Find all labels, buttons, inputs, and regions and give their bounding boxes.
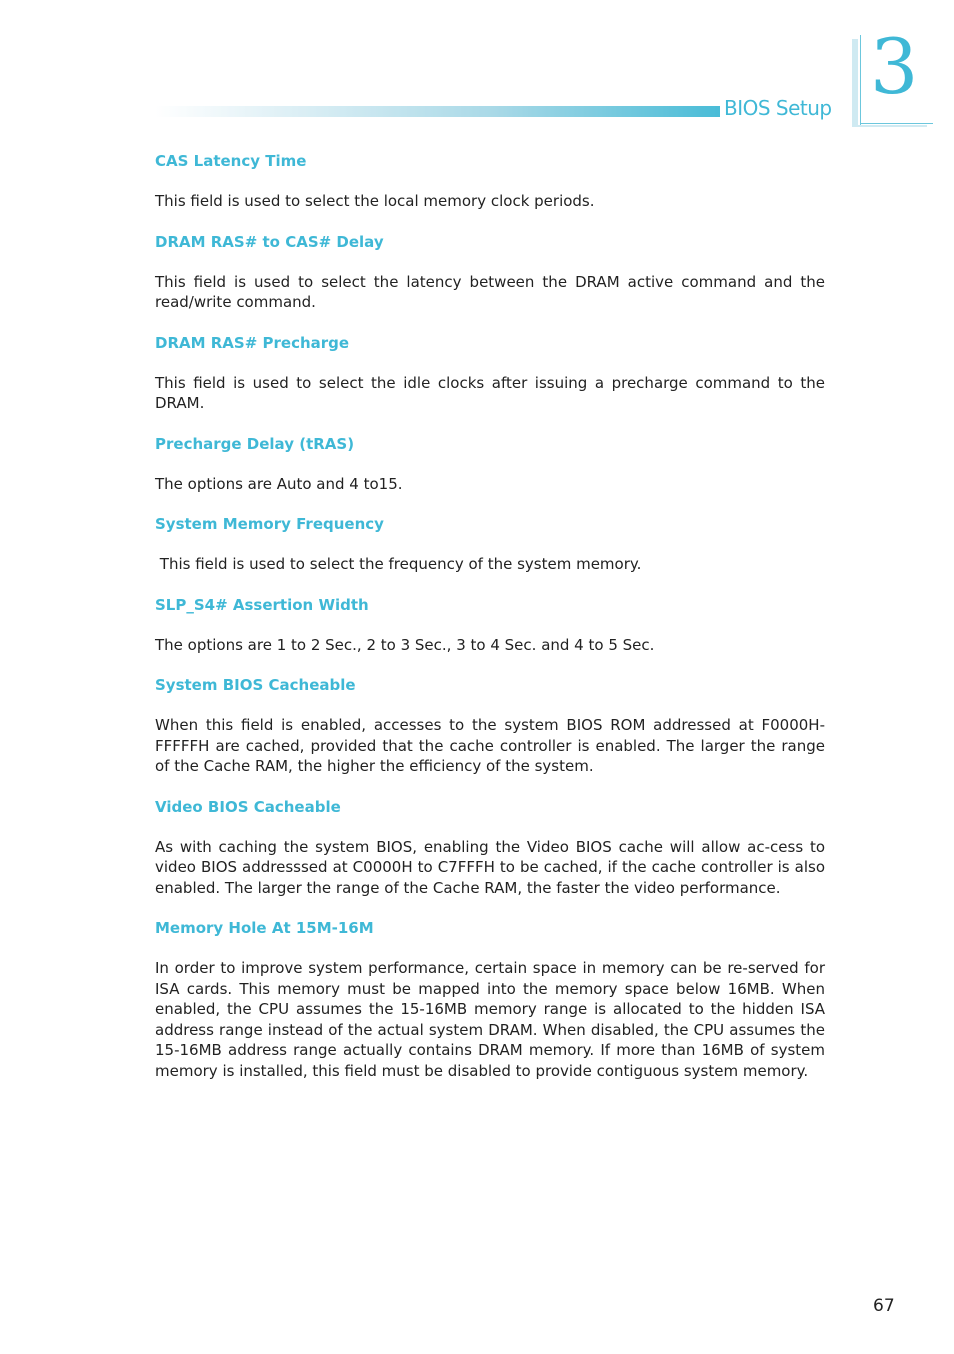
- section-body-cas-latency: This field is used to select the local memory clock periods.: [155, 192, 595, 210]
- section-body-video-bios-cacheable: As with caching the system BIOS, enabling the Video BIOS cache will allow ac-cess to video BIOS addresssed at C0000H to C7FFFH to be cached, if the cache controller is also enabled. The larger the range of the Cache RAM, the faster the video performance.: [155, 837, 825, 897]
- section-body-system-bios-cacheable: When this field is enabled, accesses to the system BIOS ROM addressed at F0000H-FFFFFH are cached, provided that the cache controller is enabled. The larger the range of the Cache RAM, the higher the efficiency of the system.: [155, 716, 825, 775]
- section-heading-video-bios-cacheable: Video BIOS Cacheable: [155, 797, 341, 816]
- section-body-memory-hole: In order to improve system performance, certain space in memory can be re-served for ISA cards. This memory must be mapped into the memory space below 16MB. When enabled, the CPU assumes the 15-16MB memory range is allocated to the hidden ISA address range instead of the actual system DRAM. When disabled, the CPU assumes the 15-16MB address range actually contains DRAM memory. If more than 16MB of system memory is installed, this field must be disabled to provide contiguous system memory.: [155, 959, 825, 1080]
- section-heading-ras-precharge: DRAM RAS# Precharge: [155, 333, 350, 352]
- page-number: 67: [873, 1296, 895, 1316]
- section-body-slp-s4: The options are 1 to 2 Sec., 2 to 3 Sec., 3 to 4 Sec. and 4 to 5 Sec.: [155, 635, 655, 654]
- header-gradient-bar: [155, 106, 720, 117]
- chapter-marker-line-vertical: [860, 35, 861, 127]
- header-title: BIOS Setup: [724, 96, 832, 120]
- chapter-number: 3: [870, 22, 919, 111]
- section-heading-memory-hole: Memory Hole At 15M-16M: [155, 919, 374, 937]
- chapter-marker-shadow-vertical: [852, 39, 858, 127]
- section-body-precharge-delay: The options are Auto and 4 to15.: [155, 474, 403, 493]
- section-body-memory-frequency: This field is used to select the frequency of the system memory.: [155, 555, 642, 573]
- section-heading-memory-frequency: System Memory Frequency: [155, 515, 384, 533]
- chapter-marker: [852, 22, 933, 127]
- section-body-ras-precharge: This field is used to select the idle clocks after issuing a precharge command to the DRAM.: [155, 373, 825, 412]
- section-heading-slp-s4: SLP_S4# Assertion Width: [155, 595, 369, 614]
- chapter-marker-line-horizontal: [860, 123, 933, 124]
- page-content: [155, 151, 825, 1101]
- section-body-ras-to-cas: This field is used to select the latency between the DRAM active command and the read/write command.: [155, 272, 825, 311]
- chapter-marker-shadow-horizontal: [852, 125, 927, 127]
- section-heading-precharge-delay: Precharge Delay (tRAS): [155, 434, 355, 453]
- section-heading-system-bios-cacheable: System BIOS Cacheable: [155, 676, 356, 694]
- section-heading-ras-to-cas: DRAM RAS# to CAS# Delay: [155, 232, 384, 251]
- section-heading-cas-latency: CAS Latency Time: [155, 152, 307, 170]
